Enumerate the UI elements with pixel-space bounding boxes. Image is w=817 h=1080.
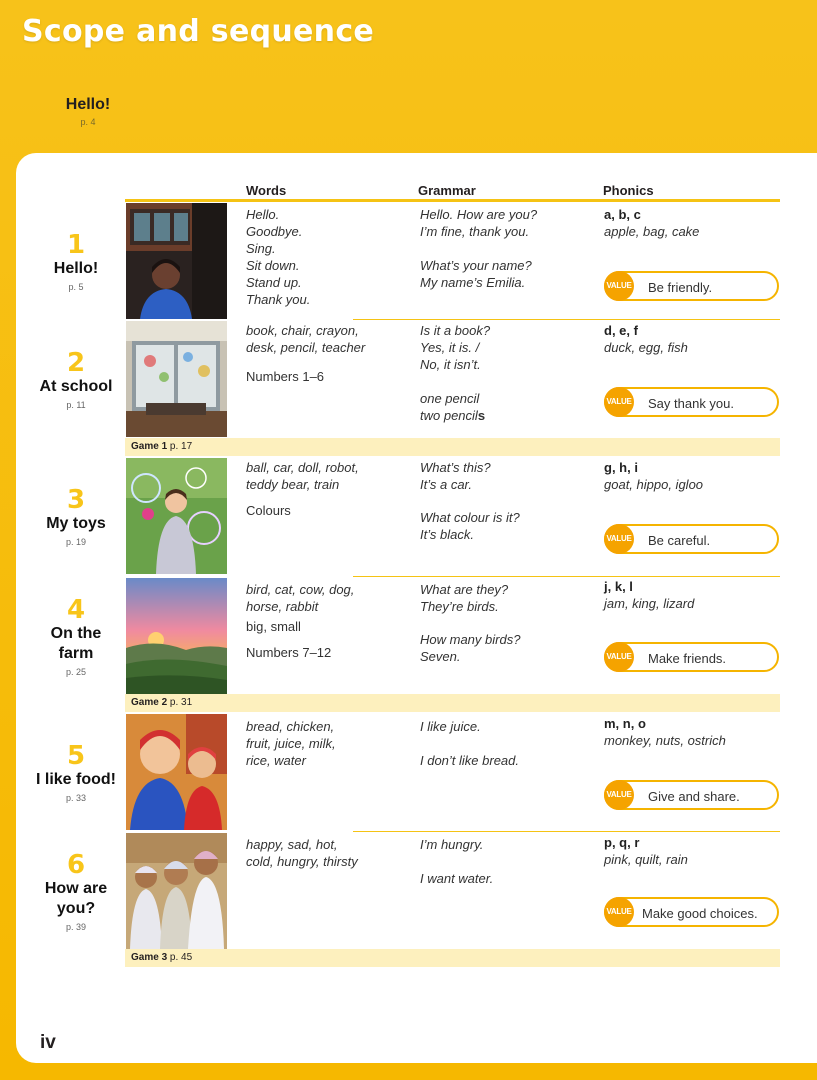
unit-label [20,851,132,932]
column-header-phonics: Phonics [603,183,654,198]
grammar-item: What’s your name? [420,258,532,273]
words-cell [246,322,365,385]
grammar-item: I want water. [420,871,494,886]
grammar-item: How many birds? [420,632,521,647]
value-badge: VALUE [604,271,634,301]
unit-page: p. 25 [65,667,87,677]
phonics-cell [604,578,694,612]
column-header-words: Words [246,183,287,198]
phonics-words: goat, hippo, igloo [604,477,704,492]
unit-label [20,596,132,677]
plural-suffix: s [477,408,486,423]
unit-number: 6 [66,850,86,880]
phonics-letters: m, n, o [604,716,646,731]
word-item: Numbers 1–6 [246,369,325,384]
unit-title: I like food! [36,771,116,788]
phonics-words: monkey, nuts, ostrich [604,733,726,748]
unit-title: Hello! [53,260,99,277]
grammar-item: I like juice. [420,719,481,734]
phonics-words: duck, egg, fish [604,340,688,355]
value-pill [604,387,779,417]
game-page: p. 45 [169,952,193,963]
words-cell [246,718,336,769]
word-item: teddy bear, train [246,477,340,492]
phonics-words: apple, bag, cake [604,224,700,239]
header-rule [125,199,780,202]
unit-label [20,231,132,292]
grammar-item: Yes, it is. / [420,340,480,355]
grammar-cell [420,322,490,424]
word-item: horse, rabbit [246,599,319,614]
unit-label [20,349,132,410]
phonics-letters: g, h, i [604,460,638,475]
unit-label [20,742,132,803]
value-badge: VALUE [604,524,634,554]
word-item: big, small [246,619,301,634]
intro-unit [58,96,118,127]
grammar-cell [420,459,520,543]
unit-page: p. 19 [65,537,87,547]
phonics-cell [604,206,699,240]
unit-photo [126,578,227,694]
intro-page: p. 4 [80,117,96,127]
grammar-cell [420,206,537,291]
unit-photo [126,714,227,830]
unit-title: My toys [46,515,106,532]
game-band [125,438,780,456]
game-label: Game 3 [131,952,168,963]
grammar-item: It’s black. [420,527,474,542]
unit-title: At school [39,378,113,395]
grammar-item: What colour is it? [420,510,520,525]
grammar-item: I’m fine, thank you. [420,224,530,239]
word-item: Thank you. [246,292,311,307]
word-item: book, chair, crayon, [246,323,359,338]
value-text: Be friendly. [648,280,713,295]
grammar-item: Hello. How are you? [420,207,538,222]
phonics-letters: j, k, l [604,579,633,594]
unit-photo [126,203,227,319]
unit-title: you? [56,900,96,917]
grammar-item: It’s a car. [420,477,473,492]
words-cell [246,581,354,661]
photo-classroom [126,321,227,437]
phonics-words: jam, king, lizard [604,596,695,611]
game-band [125,694,780,712]
grammar-item: My name’s Emilia. [420,275,526,290]
grammar-item: They’re birds. [420,599,499,614]
page-number: iv [40,1032,56,1053]
unit-page: p. 39 [65,922,87,932]
value-badge: VALUE [604,897,634,927]
word-item: Sit down. [246,258,300,273]
phonics-cell [604,834,688,868]
game-page: p. 17 [169,441,193,452]
grammar-item: What’s this? [420,460,491,475]
word-item: Numbers 7–12 [246,645,332,660]
unit-photo [126,458,227,574]
grammar-item: What are they? [420,582,509,597]
value-badge: VALUE [604,387,634,417]
game-label: Game 1 [131,441,168,452]
value-badge: VALUE [604,780,634,810]
word-item: ball, car, doll, robot, [246,460,359,475]
plural-stem: two pencil [420,408,478,423]
grammar-item: Seven. [420,649,461,664]
grammar-item: I’m hungry. [420,837,484,852]
word-item: Colours [246,503,291,518]
unit-number: 1 [66,230,86,260]
unit-page: p. 11 [66,400,86,410]
unit-page: p. 5 [68,282,84,292]
game-band [125,949,780,967]
intro-title: Hello! [65,96,111,113]
phonics-cell [604,459,703,493]
word-item: happy, sad, hot, [246,837,338,852]
value-pill [604,780,779,810]
game-page: p. 31 [169,697,193,708]
grammar-item: Is it a book? [420,323,491,338]
unit-title: How are [44,880,108,897]
photo-boys-laughing [126,714,227,830]
value-text: Be careful. [648,533,711,548]
value-pill [604,271,779,301]
grammar-cell [420,581,520,665]
grammar-item: No, it isn’t. [420,357,481,372]
word-item: Goodbye. [246,224,303,239]
game-label: Game 2 [131,697,168,708]
row-separator [353,576,780,577]
value-badge: VALUE [604,642,634,672]
page-title: Scope and sequence [22,14,375,49]
value-text: Say thank you. [648,396,734,411]
phonics-letters: d, e, f [604,323,638,338]
phonics-letters: p, q, r [604,835,640,850]
word-item: bread, chicken, [246,719,335,734]
unit-number: 4 [66,595,86,625]
row-separator [353,319,780,320]
photo-girl-doorway [126,203,227,319]
unit-photo [126,321,227,437]
phonics-letters: a, b, c [604,207,641,222]
photo-boys-caps [126,833,227,949]
unit-title: farm [58,645,94,662]
value-pill [604,524,779,554]
value-text: Make friends. [648,651,727,666]
value-text: Give and share. [648,789,740,804]
row-separator [353,831,780,832]
words-cell [246,459,359,519]
word-item: bird, cat, cow, dog, [246,582,355,597]
word-item: fruit, juice, milk, [246,736,336,751]
value-text: Make good choices. [642,906,758,921]
photo-farm-sunset [126,578,227,694]
words-cell [246,836,358,870]
word-item: rice, water [246,753,306,768]
word-item: Sing. [246,241,276,256]
unit-photo [126,833,227,949]
phonics-words: pink, quilt, rain [604,852,688,867]
grammar-item: one pencil [420,391,480,406]
grammar-item [420,407,490,424]
word-item: cold, hungry, thirsty [246,854,358,869]
value-pill [604,897,779,927]
words-cell [246,206,310,308]
unit-number: 2 [66,348,86,378]
photo-bubbles-girl [126,458,227,574]
value-pill [604,642,779,672]
grammar-cell [420,836,493,887]
unit-number: 3 [66,485,86,515]
grammar-cell [420,718,519,769]
word-item: Stand up. [246,275,302,290]
column-header-grammar: Grammar [418,183,476,198]
word-item: desk, pencil, teacher [246,340,366,355]
unit-title: On the [50,625,102,642]
unit-label [20,486,132,547]
phonics-cell [604,322,688,356]
unit-number: 5 [66,741,86,771]
unit-page: p. 33 [65,793,87,803]
phonics-cell [604,715,726,749]
grammar-item: I don’t like bread. [420,753,520,768]
word-item: Hello. [246,207,280,222]
